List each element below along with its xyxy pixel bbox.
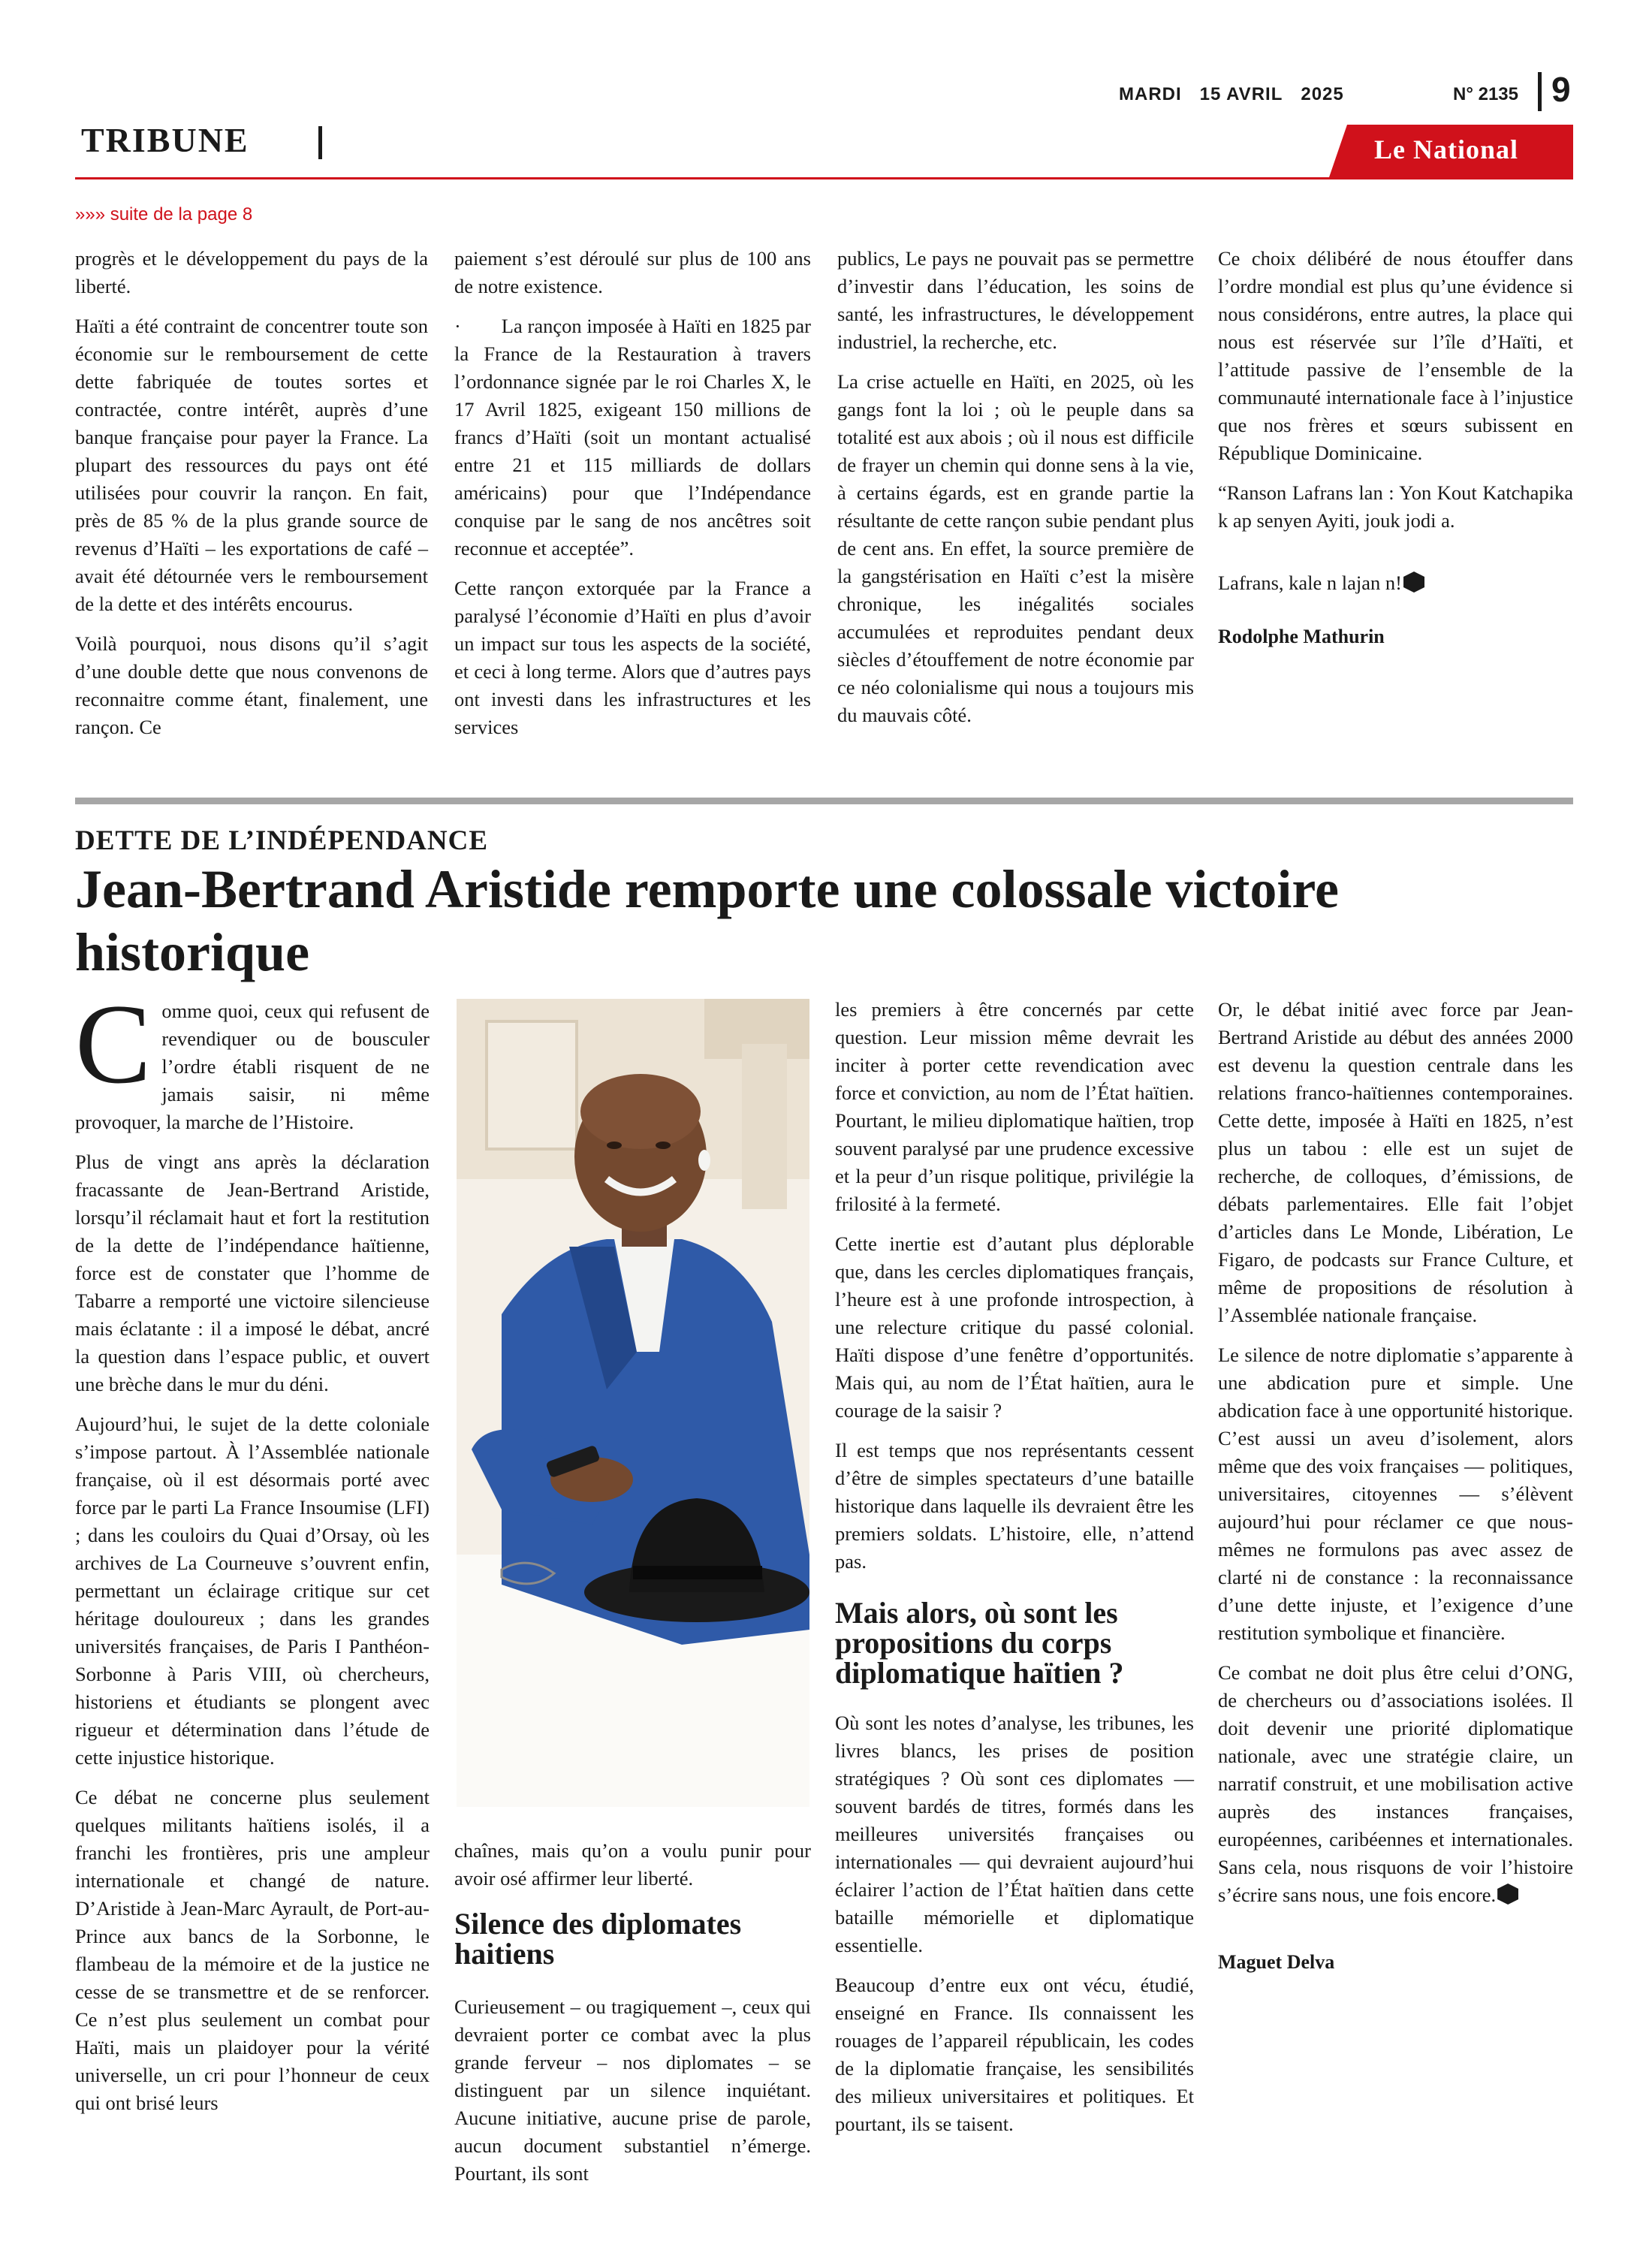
page-number: 9	[1551, 70, 1571, 109]
paragraph: paiement s’est déroulé sur plus de 100 ans de notre existence.	[454, 247, 811, 297]
paragraph: Il est temps que nos représentants cessent d’être de simples spectateurs d’une bataille historique dans laquelle ils devraient être les premiers soldats. L’histoire, elle, n’attend pas.	[835, 1439, 1194, 1573]
article-column-2	[454, 1837, 811, 2200]
article-column-3	[835, 996, 1194, 2150]
subheading-silence: Silence des diplomates haitiens	[454, 1907, 742, 1971]
closing-text: Lafrans, kale n lajan n!	[1218, 572, 1403, 594]
paragraph: progrès et le développement du pays de la liberté.	[75, 247, 428, 297]
tribune-column-3	[837, 245, 1194, 741]
closing-line	[1218, 569, 1573, 597]
article-column-1	[75, 981, 430, 2129]
tribune-column-2	[454, 245, 816, 753]
newspaper-logo: Le National	[1374, 134, 1519, 164]
paragraph: Aujourd’hui, le sujet de la dette coloniale s’impose partout. À l’Assemblée nationale française, où il est désormais porté avec force par le parti La France Insoumise (LFI) ; dans les couloirs du Quai d’Orsay, où les archives de La Courneuve s’ouvrent enfin, permettant un éclairage critique sur cet héritage douloureux ; dans les grandes universités françaises, de Paris I Panthéon-Sorbonne à Paris VIII, où chercheurs, historiens et étudiants se plongent avec rigueur et détermination dans l’étude de cette injustice historique.	[75, 1413, 430, 1769]
closing-paragraph-text: Ce combat ne doit plus être celui d’ONG, de chercheurs ou d’associations isolées. Il doit devenir une priorité diplomatique nationale, avec une stratégie claire, un narratif construit, et une mobilisation active auprès des instances françaises, européennes, caribéennes et internationales. Sans cela, nous risquons de voir l’histoire s’écrire sans nous, une fois encore.	[1218, 1661, 1573, 1906]
portrait-illustration	[457, 999, 809, 1807]
header-divider	[1538, 72, 1542, 111]
section-divider	[318, 126, 322, 159]
continued-from-label: »»» suite de la page 8	[75, 204, 253, 225]
paragraph: chaînes, mais qu’on a voulu punir pour avoir osé affirmer leur liberté.	[454, 1839, 811, 1890]
paragraph: Où sont les notes d’analyse, les tribunes, les livres blancs, les prises de position stratégiques ? Où sont ces diplomates — souvent bardés de titres, formés dans les meilleures universités françaises ou internationales — qui devraient aujourd’hui éclairer l’action de l’État haïtien dans cette bataille mémorielle et diplomatique essentielle.	[835, 1712, 1194, 1956]
paragraph: · La rançon imposée à Haïti en 1825 par la France de la Restauration à travers l’ordonnance signée par le roi Charles X, le 17 Avril 1825, exigeant 150 millions de francs d’Haïti (soit un montant actualisé entre 21 et 115 milliards de dollars américains) pour que l’Indépendance conquise par le sang de nos ancêtres soit reconnue et acceptée”.	[454, 315, 816, 559]
lead-paragraph	[75, 981, 430, 1136]
paragraph: Cette rançon extorquée par la France a paralysé l’économie d’Haïti en plus d’avoir un impact sur tous les aspects de la société, et ceci à long terme. Alors que d’autres pays ont investi dans les infrastructures et les services	[454, 577, 811, 738]
paragraph: Le silence de notre diplomatie s’apparente à une abdication pure et simple. Une abdication face à une opportunité historique. C’est aussi un aveu d’isolement, alors même que des voix françaises — politiques, universitaires, citoyennes — s’élèvent aujourd’hui pour réclamer ce que nous-mêmes ne formulons pas avec assez de clarté ni de constance : la reconnaissance d’une dette injuste, et l’exigence d’une restitution symbolique et financière.	[1218, 1344, 1573, 1644]
paragraph	[1218, 1659, 1573, 1909]
article-headline: Jean-Bertrand Aristide remporte une colossale victoire historique	[75, 859, 1339, 982]
header-rule	[75, 177, 1573, 179]
article-kicker: DETTE DE L’INDÉPENDANCE	[75, 825, 489, 856]
tribune-byline: Rodolphe Mathurin	[1218, 626, 1385, 647]
tribune-column-4	[1218, 245, 1573, 650]
paragraph: Voilà pourquoi, nous disons qu’il s’agit d’une double dette que nous convenons de reconnaitre comme étant, finalement, une rançon. Ce	[75, 632, 428, 738]
paragraph: Haïti a été contraint de concentrer toute son économie sur le remboursement de cette dette fabriquée de toutes sortes et contractée, contre intérêt, auprès d’une banque française pour payer la France. La plupart des ressources du pays ont été utilisées pour couvrir la rançon. En fait, près de 85 % de la plus grande source de revenus d’Haïti – les exportations de café – avait été détournée vers le remboursement de la dette et des intérêts encourus.	[75, 315, 428, 615]
end-mark-icon	[1497, 1884, 1518, 1905]
paragraph: Curieusement – ou tragiquement –, ceux qui devraient porter ce combat avec la plus grande ferveur – nos diplomates – se distinguent par un silence inquiétant. Aucune initiative, aucune prise de parole, aucun document substantiel n’émerge. Pourtant, ils sont	[454, 1995, 811, 2185]
paragraph: Plus de vingt ans après la déclaration fracassante de Jean-Bertrand Aristide, lorsqu’il réclamait haut et fort la restitution de la dette de l’indépendance haïtienne, force est de constater que l’homme de Tabarre a remporté une victoire silencieuse mais éclatante : il a imposé le débat, ancré la question dans l’espace public, et ouvert une brèche dans le mur du déni.	[75, 1151, 430, 1395]
paragraph: Cette inertie est d’autant plus déplorable que, dans les cercles diplomatiques français, l’heure est à une profonde introspection, à une relecture critique du passé colonial. Haïti dispose d’une fenêtre d’opportunités. Mais qui, au nom de l’État haïtien, aura le courage de la saisir ?	[835, 1232, 1194, 1422]
section-separator	[75, 798, 1573, 804]
section-title: TRIBUNE	[81, 121, 249, 159]
tribune-column-1	[75, 245, 428, 753]
paragraph: Beaucoup d’entre eux ont vécu, étudié, enseigné en France. Ils connaissent les rouages de l’appareil républicain, les codes de la diplomatie française, les sensibilités des milieux universitaires et politiques. Et pourtant, ils se taisent.	[835, 1974, 1194, 2135]
subheading-propositions: Mais alors, où sont les propositions du corps diplomatique haïtien ?	[835, 1596, 1124, 1690]
paragraph: “Ranson Lafrans lan : Yon Kout Katchapika k ap senyen Ayiti, jouk jodi a.	[1218, 481, 1573, 532]
drop-cap: C	[75, 981, 152, 1107]
issue-date: MARDI 15 AVRIL 2025	[1119, 84, 1344, 104]
paragraph: Ce choix délibéré de nous étouffer dans l’ordre mondial est plus qu’une évidence si nous considérons, entre autres, la place qui nous est réservée sur l’île d’Haïti, et l’attitude passive de l’ensemble de la communauté internationale face à l’injustice que nos frères et sœurs subissent en République Dominicaine.	[1218, 247, 1573, 464]
article-byline: Maguet Delva	[1218, 1951, 1335, 1973]
paragraph: La crise actuelle en Haïti, en 2025, où les gangs font la loi ; où le peuple dans sa totalité est aux abois ; où il nous est difficile de frayer un chemin qui donne sens à la vie, à certains égards, est en grande partie la résultante de cette rançon subie pendant plus de cent ans. En effet, la source première de la gangstérisation en Haïti c’est la misère chronique, les inégalités sociales accumulées et reproduites pendant deux siècles d’étouffement de notre économie par ce néo colonialisme qui nous a toujours mis du mauvais côté.	[837, 370, 1194, 726]
paragraph: publics, Le pays ne pouvait pas se permettre d’investir dans l’éducation, les soins de santé, les infrastructures, le développement industriel, la recherche, etc.	[837, 247, 1194, 353]
paragraph: Ce débat ne concerne plus seulement quelques militants haïtiens isolés, il a franchi les frontières, pris une ampleur internationale et changé de nature. D’Aristide à Jean-Marc Ayrault, de Port-au-Prince aux bancs de la Sorbonne, le flambeau de la mémoire et de la justice ne cesse de se transmettre et de se renforcer. Ce n’est plus seulement un combat pour Haïti, mais un plaidoyer pour la vérité universelle, un cri pour l’honneur de ceux qui ont brisé leurs	[75, 1786, 430, 2114]
issue-number: N° 2135	[1453, 84, 1518, 104]
paragraph: Or, le débat initié avec force par Jean-Bertrand Aristide au début des années 2000 est devenu la question centrale dans les relations franco-haïtiennes contemporaines. Cette dette, imposée à Haïti en 1825, n’est plus un tabou : elle est un sujet de recherche, de colloques, d’émissions, de débats parlementaires. Elle fait l’objet d’articles dans Le Monde, Libération, Le Figaro, de podcasts sur France Culture, et même de propositions de résolution à l’Assemblée nationale française.	[1218, 998, 1573, 1326]
article-column-4	[1218, 996, 1573, 1976]
article-photo	[457, 999, 809, 1807]
paragraph: les premiers à être concernés par cette question. Leur mission même devrait les inciter à porter cette revendication avec force et conviction, au nom de l’État haïtien. Pourtant, le milieu diplomatique haïtien, trop souvent paralysé par une prudence excessive et la peur d’un risque politique, privilégie la frilosité à la fermeté.	[835, 998, 1194, 1215]
lead-text: omme quoi, ceux qui refusent de revendiquer ou de bousculer l’ordre établi risquent de ne jamais saisir, ni même provoquer, la marche de l’Histoire.	[75, 1000, 430, 1133]
end-mark-icon	[1403, 572, 1424, 593]
